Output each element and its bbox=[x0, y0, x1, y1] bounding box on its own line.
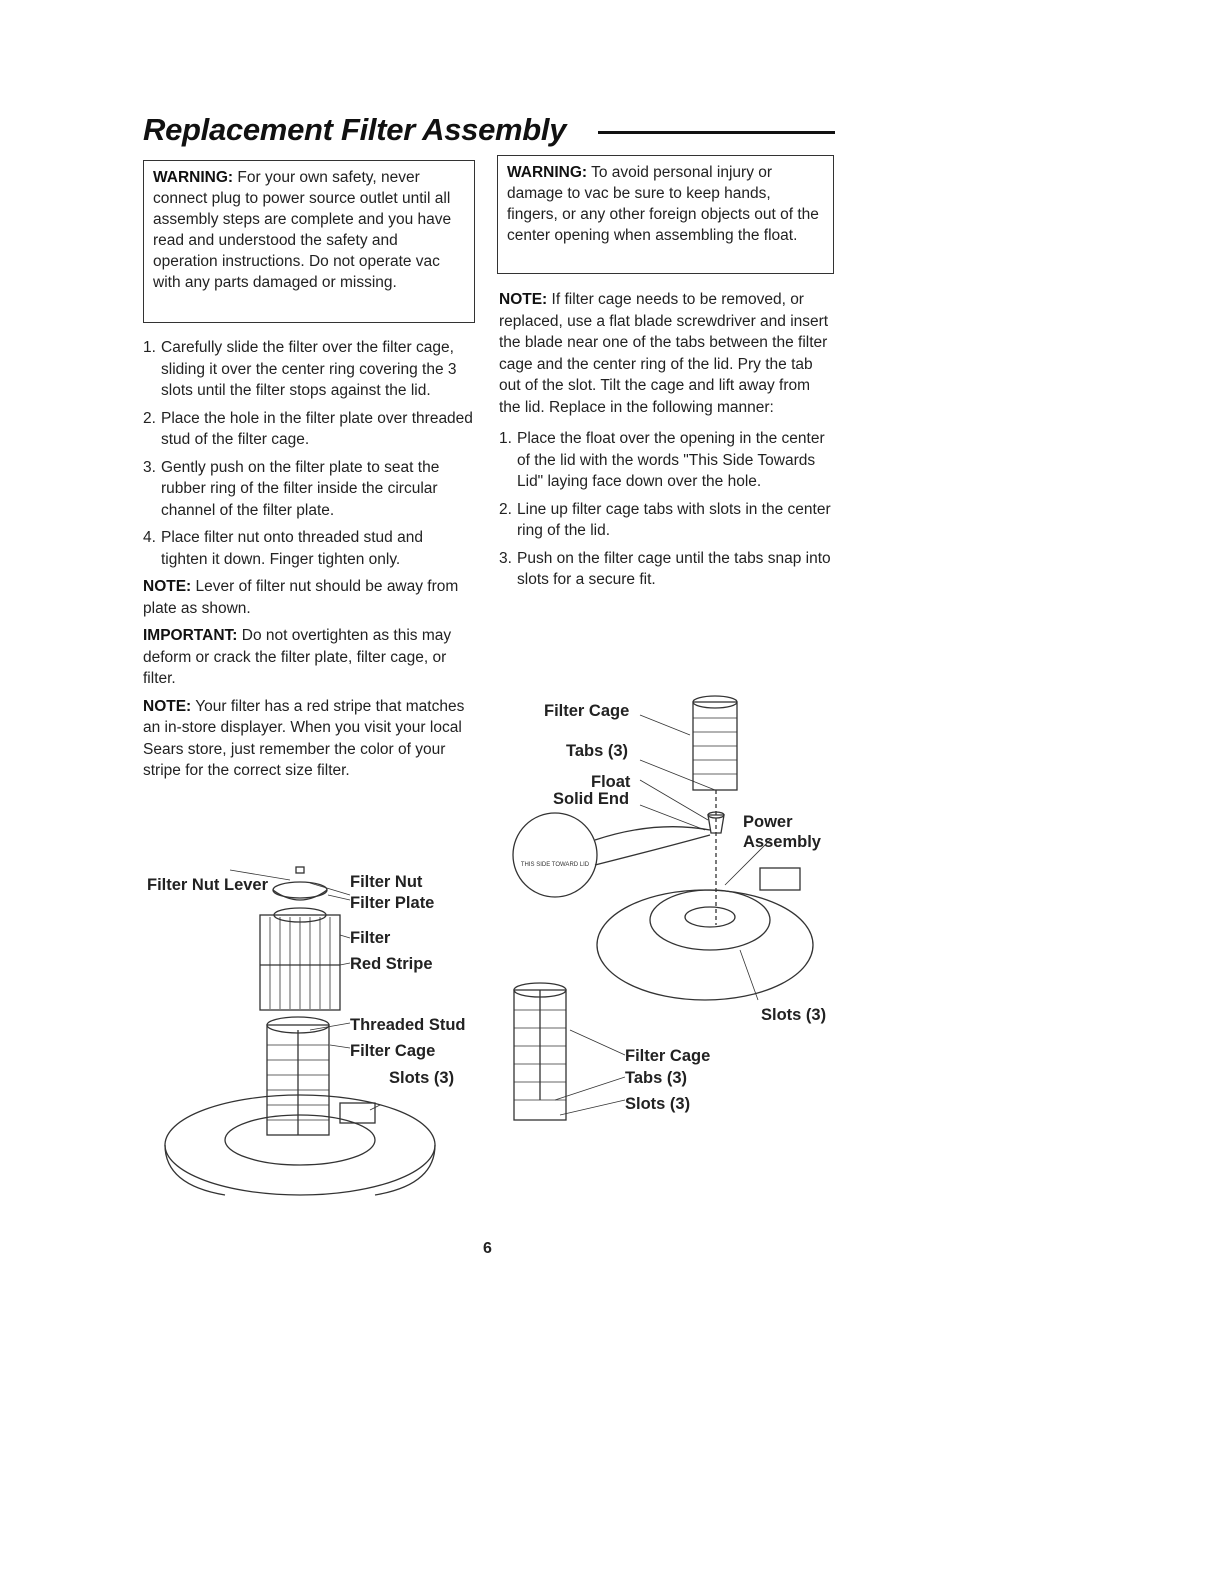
note-removal: NOTE: If filter cage needs to be removed, or replaced, use a flat blade screwdriver and insert the blade near one of the tabs between the filter cage and the center ring of the lid. Pry the tab out of the slot. Tilt the cage and lift away from the lid. Replace in the following manner: bbox=[499, 291, 829, 416]
warning-box-left bbox=[143, 160, 475, 323]
label-filter-nut: Filter Nut bbox=[350, 873, 423, 891]
warning-box-right bbox=[497, 155, 834, 274]
label-slots: Slots (3) bbox=[389, 1069, 455, 1087]
step-item: 1. Carefully slide the filter over the filter cage, sliding it over the center ring covering the 3 slots until the filter stops against the lid. bbox=[143, 339, 457, 399]
warning-label: WARNING: bbox=[507, 164, 588, 181]
label-slots-2: Slots (3) bbox=[625, 1095, 691, 1113]
label-threaded-stud: Threaded Stud bbox=[350, 1016, 466, 1034]
label-slots: Slots (3) bbox=[761, 1006, 827, 1024]
step-item: 1. Place the float over the opening in the center of the lid with the words "This Side Towards Lid" laying face down over the hole. bbox=[499, 430, 825, 490]
warning-label: WARNING: bbox=[153, 169, 234, 186]
label-red-stripe: Red Stripe bbox=[350, 955, 433, 973]
step-item: 3. Gently push on the filter plate to seat the rubber ring of the filter inside the circular channel of the filter plate. bbox=[143, 458, 440, 519]
warning-text: To avoid personal injury or damage to vac be sure to keep hands, fingers, or any other foreign objects out of the center opening when assembling the float. bbox=[507, 164, 819, 244]
float-side-text: THIS SIDE TOWARD LID bbox=[520, 862, 590, 868]
label-filter-cage-2: Filter Cage bbox=[625, 1047, 711, 1065]
label-filter-plate: Filter Plate bbox=[350, 894, 435, 912]
label-solid-end: Solid End bbox=[553, 790, 630, 808]
label-filter-cage: Filter Cage bbox=[544, 702, 630, 720]
assembly-steps bbox=[143, 337, 473, 570]
replacement-steps bbox=[499, 428, 835, 591]
label-power-assembly: Power Assembly bbox=[743, 813, 821, 851]
step-item: 3. Push on the filter cage until the tabs snap into slots for a secure fit. bbox=[499, 549, 831, 588]
left-column bbox=[143, 337, 473, 788]
warning-text: For your own safety, never connect plug to power source outlet until all assembly steps are complete and you have read and understood the safety and operation instructions. Do not operate vac with any parts damaged or missing. bbox=[153, 169, 452, 291]
note-red-stripe: NOTE: Your filter has a red stripe that matches an in-store displayer. When you visit your local Sears store, just remember the color of your stripe for the correct size filter. bbox=[143, 697, 465, 779]
important-note: IMPORTANT: Do not overtighten as this may deform or crack the filter plate, filter cage, or filter. bbox=[143, 627, 452, 687]
label-filter-cage: Filter Cage bbox=[350, 1042, 436, 1060]
step-item: 2. Line up filter cage tabs with slots in the center ring of the lid. bbox=[499, 500, 831, 539]
step-item: 4. Place filter nut onto threaded stud and tighten it down. Finger tighten only. bbox=[143, 529, 423, 568]
page-number: 6 bbox=[483, 1240, 492, 1257]
label-tabs-2: Tabs (3) bbox=[625, 1069, 688, 1087]
label-filter: Filter bbox=[350, 929, 391, 947]
label-filter-nut-lever: Filter Nut Lever bbox=[147, 876, 269, 894]
title-rule bbox=[598, 131, 835, 134]
label-tabs: Tabs (3) bbox=[566, 742, 629, 760]
note-lever: NOTE: Lever of filter nut should be away from plate as shown. bbox=[143, 578, 459, 617]
right-column bbox=[499, 289, 835, 597]
page-title: Replacement Filter Assembly bbox=[143, 112, 567, 147]
label-float: Float bbox=[591, 773, 631, 791]
step-item: 2. Place the hole in the filter plate over threaded stud of the filter cage. bbox=[143, 409, 473, 448]
